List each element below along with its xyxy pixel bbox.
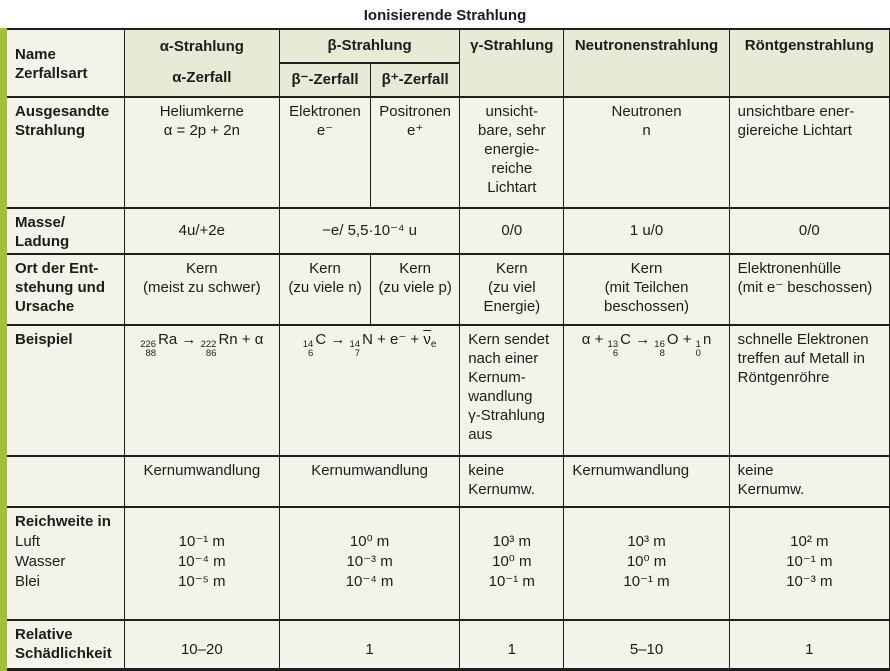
cell-umwandlung-alpha: Kernumwandlung <box>124 456 279 507</box>
cell-schaedlichkeit-neutron: 5–10 <box>564 620 729 670</box>
header-beta-plus-zerfall: β⁺-Zerfall <box>371 63 460 97</box>
reichweite-label-bold: Reichweite in <box>15 513 111 530</box>
cell-reichweite-neutron: 10³ m 10⁰ m 10⁻¹ m <box>564 507 729 620</box>
header-roentgenstrahlung: Röntgenstrahlung <box>729 29 889 97</box>
cell-masse-roentgen: 0/0 <box>729 208 889 254</box>
header-alpha-line2: α-Zerfall <box>172 69 232 86</box>
cell-ort-neutron: Kern (mit Teilchen beschossen) <box>564 254 729 325</box>
row-label-beispiel: Beispiel <box>7 325 124 456</box>
header-name-zerfallsart: Name Zerfallsart <box>7 29 124 97</box>
cell-beispiel-roentgen: schnelle Elektronen treffen auf Metall in Röntgenröhre <box>729 325 889 456</box>
cell-beispiel-alpha <box>124 325 279 456</box>
accent-bar <box>0 28 7 671</box>
alpha-decay-formula: 226 88 Ra → 222 86 Rn + α <box>140 331 264 359</box>
cell-schaedlichkeit-gamma: 1 <box>460 620 564 670</box>
cell-masse-neutron: 1 u/0 <box>564 208 729 254</box>
header-gamma-strahlung: γ-Strahlung <box>460 29 564 97</box>
cell-beispiel-gamma: Kern sendet nach einer Kernum- wandlung γ-Strahlung aus <box>460 325 564 456</box>
radiation-table <box>7 28 890 671</box>
row-label-masse-ladung: Masse/ Ladung <box>7 208 124 254</box>
header-alpha-line1: α-Strahlung <box>159 38 244 55</box>
cell-reichweite-alpha: 10⁻¹ m 10⁻⁴ m 10⁻⁵ m <box>124 507 279 620</box>
cell-ort-roentgen: Elektronenhülle (mit e⁻ beschossen) <box>729 254 889 325</box>
cell-reichweite-gamma: 10³ m 10⁰ m 10⁻¹ m <box>460 507 564 620</box>
cell-beispiel-beta <box>279 325 459 456</box>
cell-ort-beta-plus: Kern (zu viele p) <box>371 254 460 325</box>
header-neutronenstrahlung: Neutronenstrahlung <box>564 29 729 97</box>
header-alpha-strahlung <box>124 29 279 97</box>
row-label-ausgesandte-strahlung: Ausgesandte Strahlung <box>7 97 124 208</box>
header-beta-minus-zerfall: β⁻-Zerfall <box>279 63 370 97</box>
header-beta-strahlung: β-Strahlung <box>279 29 459 63</box>
cell-umwandlung-neutron: Kernumwandlung <box>564 456 729 507</box>
table-wrapper <box>0 28 890 671</box>
cell-reichweite-roentgen: 10² m 10⁻¹ m 10⁻³ m <box>729 507 889 620</box>
cell-masse-alpha: 4u/+2e <box>124 208 279 254</box>
cell-reichweite-beta: 10⁰ m 10⁻³ m 10⁻⁴ m <box>279 507 459 620</box>
cell-ausgesandte-gamma: unsicht- bare, sehr energie- reiche Lichtart <box>460 97 564 208</box>
cell-ort-gamma: Kern (zu viel Energie) <box>460 254 564 325</box>
cell-schaedlichkeit-roentgen: 1 <box>729 620 889 670</box>
cell-ausgesandte-beta-minus: Elektronen e⁻ <box>279 97 370 208</box>
cell-schaedlichkeit-beta: 1 <box>279 620 459 670</box>
cell-umwandlung-gamma: keine Kernumw. <box>460 456 564 507</box>
cell-masse-gamma: 0/0 <box>460 208 564 254</box>
reichweite-label-items: Luft Wasser Blei <box>15 533 66 590</box>
cell-ort-beta-minus: Kern (zu viele n) <box>279 254 370 325</box>
cell-beispiel-neutron <box>564 325 729 456</box>
cell-ausgesandte-beta-plus: Positronen e⁺ <box>371 97 460 208</box>
row-label-empty <box>7 456 124 507</box>
cell-ort-alpha: Kern (meist zu schwer) <box>124 254 279 325</box>
cell-umwandlung-beta: Kernumwandlung <box>279 456 459 507</box>
beta-decay-formula: 14 6 C → 14 7 $N + e^- + \overline{\nu}_e$ <box>302 331 437 359</box>
cell-ausgesandte-neutron: Neutronen n <box>564 97 729 208</box>
page-title: Ionisierende Strahlung <box>363 7 527 24</box>
neutron-reaction-formula: α + 13 6 C → 16 8 O + 1 0 n <box>581 331 712 359</box>
row-label-relative-schaedlichkeit: Relative Schädlichkeit <box>7 620 124 670</box>
cell-schaedlichkeit-alpha: 10–20 <box>124 620 279 670</box>
cell-ausgesandte-alpha: Heliumkerne α = 2p + 2n <box>124 97 279 208</box>
cell-ausgesandte-roentgen: unsichtbare ener- giereiche Lichtart <box>729 97 889 208</box>
row-label-ort-der-entstehung: Ort der Ent- stehung und Ursache <box>7 254 124 325</box>
cell-masse-beta: −e/ 5,5·10⁻⁴ u <box>279 208 459 254</box>
cell-umwandlung-roentgen: keine Kernumw. <box>729 456 889 507</box>
row-label-reichweite <box>7 507 124 620</box>
